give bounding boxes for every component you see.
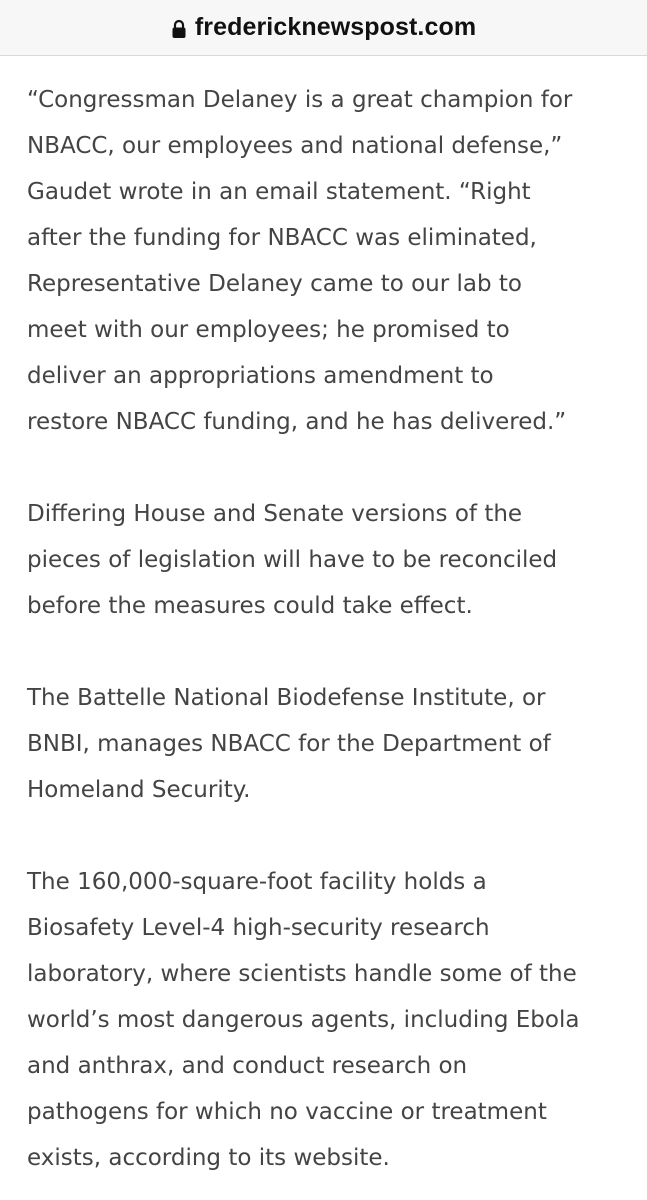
article-body xyxy=(27,77,627,1200)
article-line: deliver an appropriations amendment to xyxy=(27,363,494,389)
article-line: “Congressman Delaney is a great champion for xyxy=(27,87,573,113)
article-line: before the measures could take effect. xyxy=(27,593,473,619)
article-line: pieces of legislation will have to be reconciled xyxy=(27,547,558,573)
article-line: meet with our employees; he promised to xyxy=(27,317,510,343)
lock-icon xyxy=(171,19,187,39)
article-line: NBACC, our employees and national defense,” xyxy=(27,133,563,159)
article-paragraph xyxy=(27,77,627,445)
article-line: after the funding for NBACC was eliminated, xyxy=(27,225,537,251)
article-line: The Battelle National Biodefense Institute, or xyxy=(27,685,546,711)
article-paragraph xyxy=(27,491,627,629)
article-line: Representative Delaney came to our lab to xyxy=(27,271,523,297)
article-paragraph xyxy=(27,859,627,1181)
article-paragraph xyxy=(27,675,627,813)
article-line: laboratory, where scientists handle some of the xyxy=(27,961,577,987)
article-line: exists, according to its website. xyxy=(27,1145,390,1171)
article-line: Gaudet wrote in an email statement. “Right xyxy=(27,179,531,205)
article-line: BNBI, manages NBACC for the Department of xyxy=(27,731,551,757)
article-line: Biosafety Level-4 high-security research xyxy=(27,915,490,941)
article-line: Homeland Security. xyxy=(27,777,251,803)
article-line: world’s most dangerous agents, including Ebola xyxy=(27,1007,580,1033)
article-line: pathogens for which no vaccine or treatment xyxy=(27,1099,547,1125)
article-line: and anthrax, and conduct research on xyxy=(27,1053,468,1079)
article-line: restore NBACC funding, and he has delivered.” xyxy=(27,409,567,435)
address-bar-content xyxy=(171,13,476,42)
article-line: The 160,000-square-foot facility holds a xyxy=(27,869,487,895)
article-line: Differing House and Senate versions of the xyxy=(27,501,523,527)
url-domain[interactable]: fredericknewspost.com xyxy=(194,13,477,41)
address-bar[interactable] xyxy=(0,0,647,56)
